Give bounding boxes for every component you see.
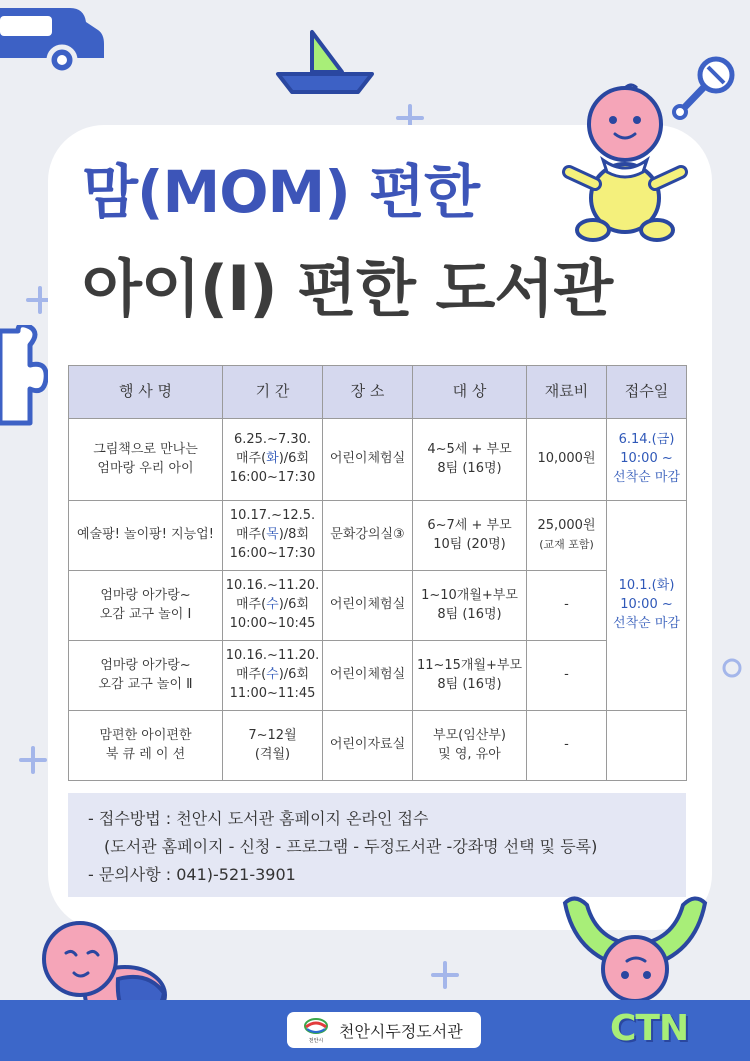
header-target: 대 상 bbox=[413, 366, 527, 419]
cell-line: 선착순 마감 bbox=[613, 469, 680, 485]
program-name-cell bbox=[69, 571, 223, 641]
period-cell bbox=[223, 571, 323, 641]
puzzle-piece-illustration bbox=[0, 325, 52, 435]
table-row bbox=[69, 501, 687, 571]
fee-cell bbox=[527, 501, 607, 571]
cell-line: 6.25.~7.30. bbox=[233, 432, 312, 448]
header-period: 기 간 bbox=[223, 366, 323, 419]
baby-sitting-illustration bbox=[555, 80, 695, 245]
apply-date-cell bbox=[607, 711, 687, 781]
target-cell bbox=[413, 641, 527, 711]
header-fee: 재료비 bbox=[527, 366, 607, 419]
cell-line: 4~5세 + 부모 bbox=[427, 441, 512, 457]
info-apply-method: - 접수방법 : 천안시 도서관 홈페이지 온라인 접수 bbox=[88, 809, 429, 828]
program-name-cell bbox=[69, 641, 223, 711]
cell-line: 10.16.~11.20. bbox=[225, 648, 320, 664]
cell-line: - bbox=[564, 737, 569, 753]
cell-line: 매주(수)/6회 bbox=[235, 597, 310, 613]
cell-line: 매주(수)/6회 bbox=[235, 667, 310, 683]
cell-line: 매주(화)/6회 bbox=[235, 451, 310, 467]
place-cell: 어린이체험실 bbox=[323, 641, 413, 711]
cell-line: (교재 포함) bbox=[539, 537, 594, 551]
cell-line: 6.14.(금) bbox=[618, 432, 675, 448]
cell-line: 예술팡! 놀이팡! 지능업! bbox=[77, 527, 214, 543]
header-apply: 접수일 bbox=[607, 366, 687, 419]
place-cell: 어린이자료실 bbox=[323, 711, 413, 781]
title-line-1: 맘(MOM) 편한 bbox=[82, 158, 480, 226]
place-cell: 문화강의실③ bbox=[323, 501, 413, 571]
apply-date-cell bbox=[607, 501, 687, 711]
city-seal-icon bbox=[301, 1017, 331, 1043]
cell-line: 북 큐 레 이 션 bbox=[105, 746, 186, 762]
cell-line: 오감 교구 놀이 Ⅱ bbox=[98, 676, 193, 692]
cell-line: (격월) bbox=[254, 746, 291, 762]
city-seal-text: 천안시 bbox=[308, 1038, 324, 1043]
baby-peeking-illustration bbox=[555, 895, 715, 1003]
info-apply-path: (도서관 홈페이지 - 신청 - 프로그램 - 두정도서관 -강좌명 선택 및 등록) bbox=[104, 837, 598, 856]
cell-line: - bbox=[564, 667, 569, 683]
table-row bbox=[69, 571, 687, 641]
cell-line: - bbox=[564, 597, 569, 613]
cell-line: 10팀 (20명) bbox=[433, 536, 506, 552]
cell-line: 오감 교구 놀이 Ⅰ bbox=[99, 606, 192, 622]
cell-line: 엄마랑 아가랑~ bbox=[100, 587, 191, 603]
fee-cell bbox=[527, 419, 607, 501]
target-cell bbox=[413, 711, 527, 781]
target-cell bbox=[413, 571, 527, 641]
cell-line: 16:00~17:30 bbox=[229, 545, 316, 561]
period-cell bbox=[223, 711, 323, 781]
cell-line: 6~7세 + 부모 bbox=[427, 517, 512, 533]
cell-line: 10:00 ~ bbox=[620, 597, 673, 613]
plus-decoration bbox=[430, 960, 460, 990]
cell-line: 부모(임산부) bbox=[433, 727, 506, 743]
plus-decoration bbox=[18, 745, 48, 775]
cell-line: 10:00~10:45 bbox=[229, 615, 316, 631]
circle-decoration bbox=[721, 657, 743, 679]
cell-line: 엄마랑 우리 아이 bbox=[97, 460, 194, 476]
cell-line: 선착순 마감 bbox=[613, 615, 680, 631]
apply-date-cell bbox=[607, 419, 687, 501]
header-place: 장 소 bbox=[323, 366, 413, 419]
place-cell: 어린이체험실 bbox=[323, 571, 413, 641]
target-cell bbox=[413, 419, 527, 501]
cell-line: 8팀 (16명) bbox=[437, 676, 502, 692]
fee-cell bbox=[527, 641, 607, 711]
info-contact: - 문의사항 : 041)-521-3901 bbox=[88, 865, 296, 884]
cell-line: 1~10개월+부모 bbox=[421, 587, 518, 603]
table-header-row bbox=[69, 366, 687, 419]
fee-cell bbox=[527, 571, 607, 641]
library-name: 천안시두정도서관 bbox=[339, 1021, 463, 1041]
cell-line: 및 영, 유아 bbox=[438, 746, 501, 762]
library-logo bbox=[287, 1012, 481, 1048]
table-row bbox=[69, 641, 687, 711]
period-cell bbox=[223, 641, 323, 711]
target-cell bbox=[413, 501, 527, 571]
cell-line: 16:00~17:30 bbox=[229, 469, 316, 485]
cell-line: 8팀 (16명) bbox=[437, 460, 502, 476]
cell-line: 10:00 ~ bbox=[620, 451, 673, 467]
cell-line: 그림책으로 만나는 bbox=[93, 441, 198, 457]
info-box bbox=[68, 793, 686, 897]
program-table bbox=[68, 365, 687, 781]
period-cell bbox=[223, 419, 323, 501]
place-cell: 어린이체험실 bbox=[323, 419, 413, 501]
program-name-cell bbox=[69, 419, 223, 501]
paper-boat-illustration bbox=[270, 28, 380, 98]
table-row bbox=[69, 711, 687, 781]
cell-line: 10.17.~12.5. bbox=[229, 508, 316, 524]
title-line-2: 아이(I) 편한 도서관 bbox=[82, 252, 613, 325]
cell-line: 11:00~11:45 bbox=[229, 685, 316, 701]
cell-line: 10.1.(화) bbox=[618, 578, 675, 594]
cell-line: 엄마랑 아가랑~ bbox=[100, 657, 191, 673]
period-cell bbox=[223, 501, 323, 571]
header-name: 행 사 명 bbox=[69, 366, 223, 419]
toy-car-illustration bbox=[0, 0, 110, 80]
cell-line: 10.16.~11.20. bbox=[225, 578, 320, 594]
table-row bbox=[69, 419, 687, 501]
cell-line: 10,000원 bbox=[537, 451, 596, 467]
ctn-brand-logo: CTN bbox=[610, 1008, 689, 1049]
program-name-cell bbox=[69, 501, 223, 571]
cell-line: 8팀 (16명) bbox=[437, 606, 502, 622]
cell-line: 25,000원 bbox=[537, 517, 596, 533]
fee-cell bbox=[527, 711, 607, 781]
cell-line: 11~15개월+부모 bbox=[416, 657, 523, 673]
cell-line: 매주(목)/8회 bbox=[235, 527, 310, 543]
program-name-cell bbox=[69, 711, 223, 781]
cell-line: 맘편한 아이편한 bbox=[99, 727, 192, 743]
cell-line: 7~12월 bbox=[248, 727, 297, 743]
